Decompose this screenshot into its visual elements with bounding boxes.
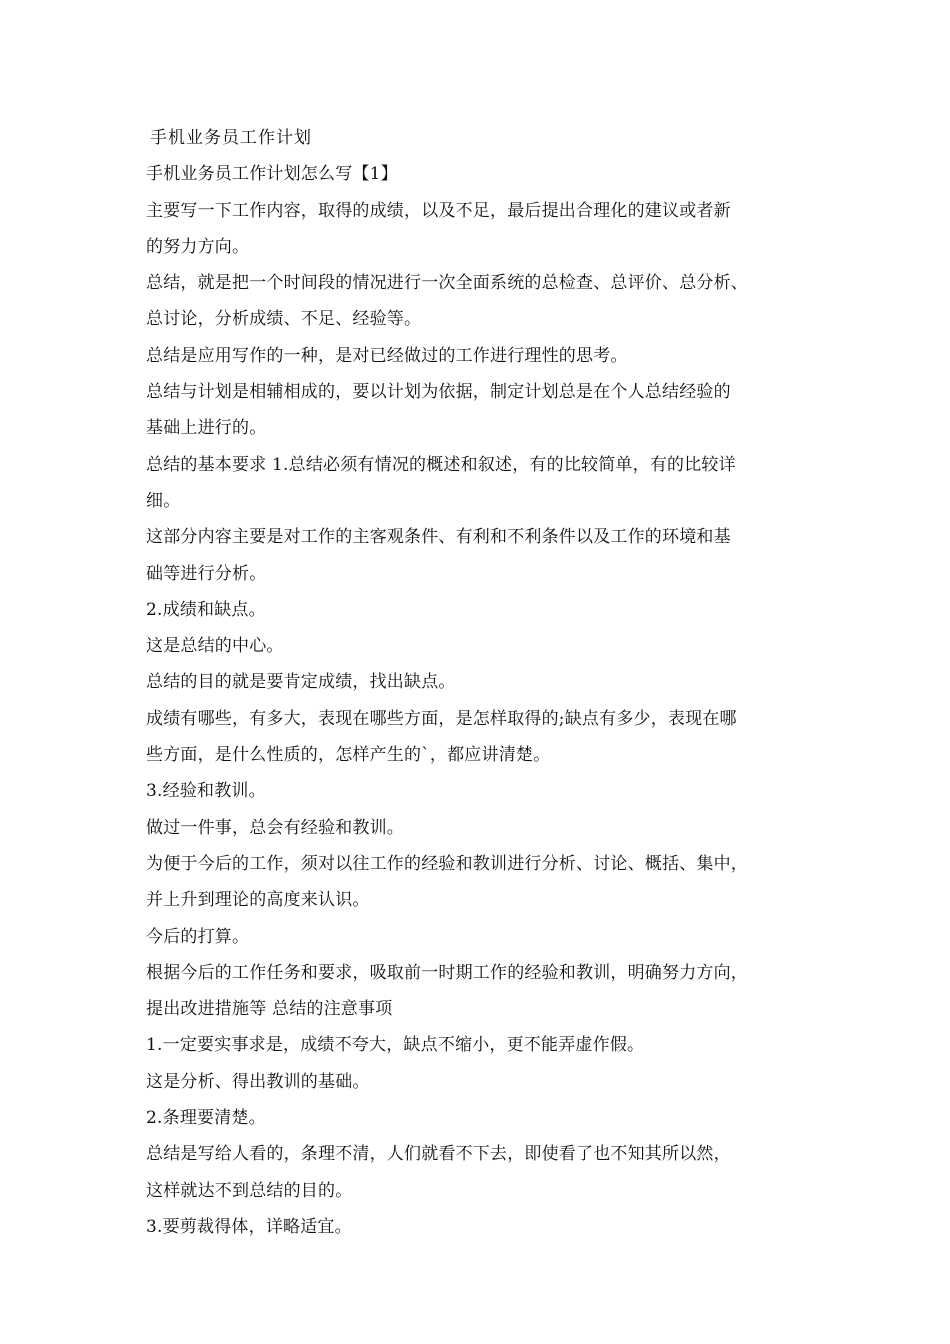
text-line: 这部分内容主要是对工作的主客观条件、有利和不利条件以及工作的环境和基 <box>146 527 731 548</box>
text-line: 础等进行分析。 <box>146 563 267 584</box>
text-line: 并上升到理论的高度来认识。 <box>146 890 370 911</box>
text-line: 些方面，是什么性质的，怎样产生的`，都应讲清楚。 <box>146 745 551 766</box>
text-line: 今后的打算。 <box>146 926 250 947</box>
text-line: 细。 <box>146 490 181 511</box>
text-line: 总结的基本要求 1.总结必须有情况的概述和叙述，有的比较简单，有的比较详 <box>146 454 736 475</box>
text-line: 主要写一下工作内容，取得的成绩，以及不足，最后提出合理化的建议或者新 <box>146 200 731 221</box>
text-line: 3.要剪裁得体，详略适宜。 <box>146 1216 352 1237</box>
document-body <box>146 120 826 1245</box>
text-line: 这是分析、得出教训的基础。 <box>146 1071 370 1092</box>
text-line: 总结的目的就是要肯定成绩，找出缺点。 <box>146 672 456 693</box>
text-line: 总结，就是把一个时间段的情况进行一次全面系统的总检查、总评价、总分析、 <box>146 273 748 294</box>
text-line: 基础上进行的。 <box>146 418 267 439</box>
text-line: 总结是应用写作的一种，是对已经做过的工作进行理性的思考。 <box>146 345 628 366</box>
document-title: 手机业务员工作计划 <box>150 128 312 148</box>
text-line: 3.经验和教训。 <box>146 781 266 802</box>
text-line: 成绩有哪些，有多大，表现在哪些方面，是怎样取得的;缺点有多少，表现在哪 <box>146 708 737 729</box>
text-line: 总讨论，分析成绩、不足、经验等。 <box>146 309 422 330</box>
text-line: 提出改进措施等 总结的注意事项 <box>146 999 393 1020</box>
text-line: 总结是写给人看的，条理不清，人们就看不下去，即使看了也不知其所以然， <box>146 1144 731 1165</box>
text-line: 这样就达不到总结的目的。 <box>146 1180 353 1201</box>
text-line: 2.成绩和缺点。 <box>146 599 266 620</box>
text-line: 这是总结的中心。 <box>146 636 284 657</box>
text-line: 根据今后的工作任务和要求，吸取前一时期工作的经验和教训，明确努力方向， <box>146 962 748 983</box>
text-line: 手机业务员工作计划怎么写【1】 <box>146 164 398 185</box>
text-line: 1.一定要实事求是，成绩不夸大，缺点不缩小，更不能弄虚作假。 <box>146 1035 645 1056</box>
text-line: 为便于今后的工作，须对以往工作的经验和教训进行分析、讨论、概括、集中， <box>146 853 748 874</box>
text-line: 做过一件事，总会有经验和教训。 <box>146 817 404 838</box>
text-line: 2.条理要清楚。 <box>146 1108 266 1129</box>
text-line: 的努力方向。 <box>146 236 250 257</box>
text-line: 总结与计划是相辅相成的，要以计划为依据，制定计划总是在个人总结经验的 <box>146 382 731 403</box>
document-lines <box>146 156 826 1245</box>
